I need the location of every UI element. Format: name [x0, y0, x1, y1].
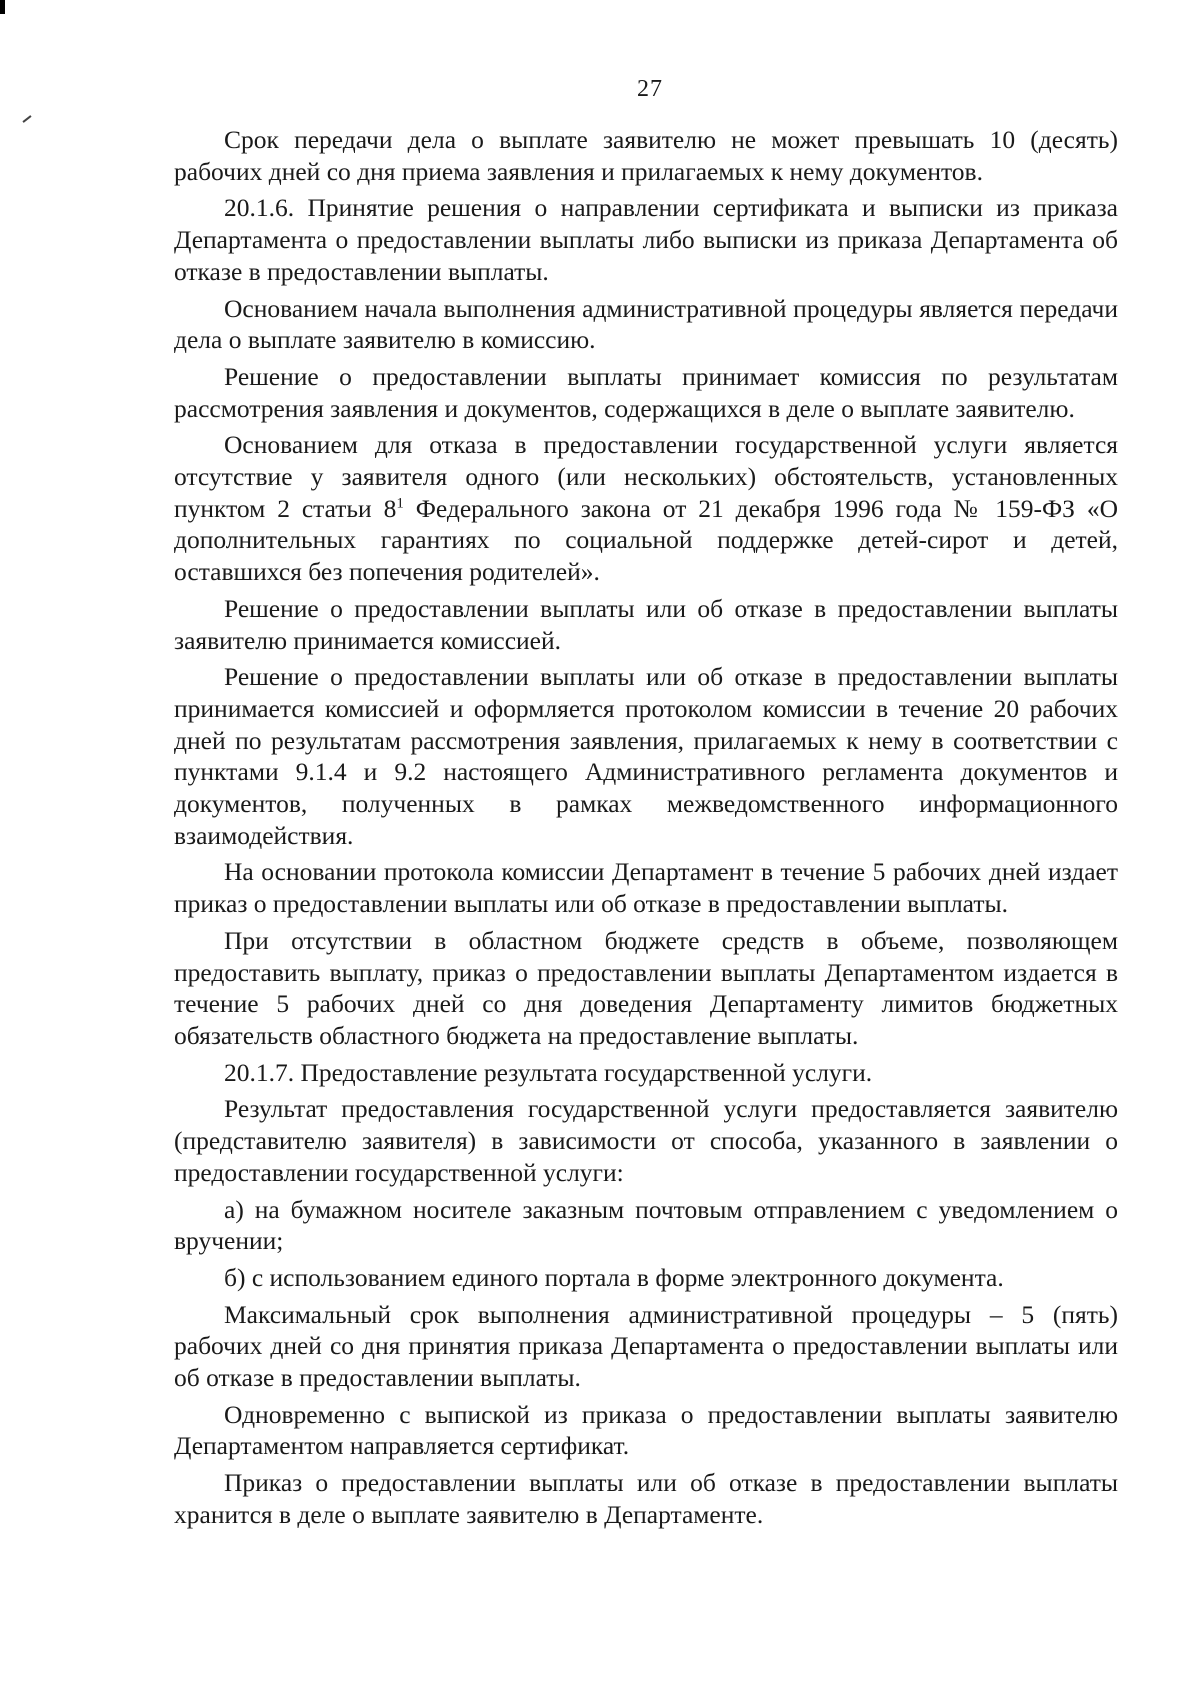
- paragraph-section-20-1-6: 20.1.6. Принятие решения о направлении сертификата и выписки из приказа Департамента о предоставлении выплаты либо выписки из приказа Департамента об отказе в предоставлении выплаты.: [174, 193, 1118, 286]
- paragraph-section-20-1-7: 20.1.7. Предоставление результата государственной услуги.: [224, 1057, 873, 1087]
- document-body: [174, 124, 1118, 1531]
- paragraph-option-a: а) на бумажном носителе заказным почтовым отправлением с уведомлением о вручении;: [174, 1194, 1118, 1256]
- paragraph-certificate: Одновременно с выпиской из приказа о предоставлении выплаты заявителю Департаментом направляется сертификат.: [174, 1399, 1118, 1461]
- paragraph-department-order: На основании протокола комиссии Департамент в течение 5 рабочих дней издает приказ о предоставлении выплаты или об отказе в предоставлении выплаты.: [174, 857, 1118, 919]
- paragraph-commission-decision: Решение о предоставлении выплаты принимает комиссия по результатам рассмотрения заявления и документов, содержащихся в деле о выплате заявителю.: [174, 361, 1118, 423]
- paragraph-result-delivery: Результат предоставления государственной услуги предоставляется заявителю (представителю заявителя) в зависимости от способа, указанного в заявлении о предоставлении государственной услуги:: [174, 1094, 1118, 1187]
- page-number: 27: [637, 76, 663, 102]
- scan-stray-mark: [22, 115, 31, 123]
- scan-corner-mark: [0, 0, 5, 14]
- refusal-basis-text: Основанием для отказа в предоставлении государственной услуги является отсутствие у заявителя одного (или нескольких) обстоятельств, установленных пунктом 2 статьи 8: [174, 430, 1118, 523]
- article-superscript: 1: [396, 495, 404, 512]
- paragraph-transfer-deadline: Срок передачи дела о выплате заявителю не может превышать 10 (десять) рабочих дней со дня приема заявления и прилагаемых к нему документов.: [174, 125, 1118, 186]
- paragraph-protocol: Решение о предоставлении выплаты или об отказе в предоставлении выплаты принимается комиссией и оформляется протоколом комиссии в течение 20 рабочих дней по результатам рассмотрения заявления, прилагаемых к нему в соответствии с пунктами 9.1.4 и 9.2 настоящего Административного регламента документов и документов, полученных в рамках межведомственного информационного взаимодействия.: [174, 662, 1118, 850]
- refusal-basis-text-end: Федерального закона от 21 декабря 1996 года № 159-ФЗ «О дополнительных гарантиях по социальной поддержке детей-сирот и детей, оставшихся без попечения родителей».: [174, 493, 1119, 587]
- paragraph-procedure-basis: Основанием начала выполнения административной процедуры является передачи дела о выплате заявителю в комиссию.: [174, 293, 1118, 355]
- paragraph-refusal-basis: [174, 429, 1118, 588]
- paragraph-budget-absence: При отсутствии в областном бюджете средств в объеме, позволяющем предоставить выплату, приказ о предоставлении выплаты Департаментом издается в течение 5 рабочих дней со дня доведения Департаменту лимитов бюджетных обязательств областного бюджета на предоставление выплаты.: [174, 925, 1118, 1050]
- paragraph-option-b: б) с использованием единого портала в форме электронного документа.: [224, 1262, 1004, 1292]
- paragraph-commission-accepts: Решение о предоставлении выплаты или об отказе в предоставлении выплаты заявителю принимается комиссией.: [174, 593, 1118, 655]
- paragraph-max-term: Максимальный срок выполнения административной процедуры – 5 (пять) рабочих дней со дня принятия приказа Департамента о предоставлении выплаты или об отказе в предоставлении выплаты.: [174, 1299, 1118, 1393]
- paragraph-order-storage: Приказ о предоставлении выплаты или об отказе в предоставлении выплаты хранится в деле о выплате заявителю в Департаменте.: [174, 1468, 1118, 1529]
